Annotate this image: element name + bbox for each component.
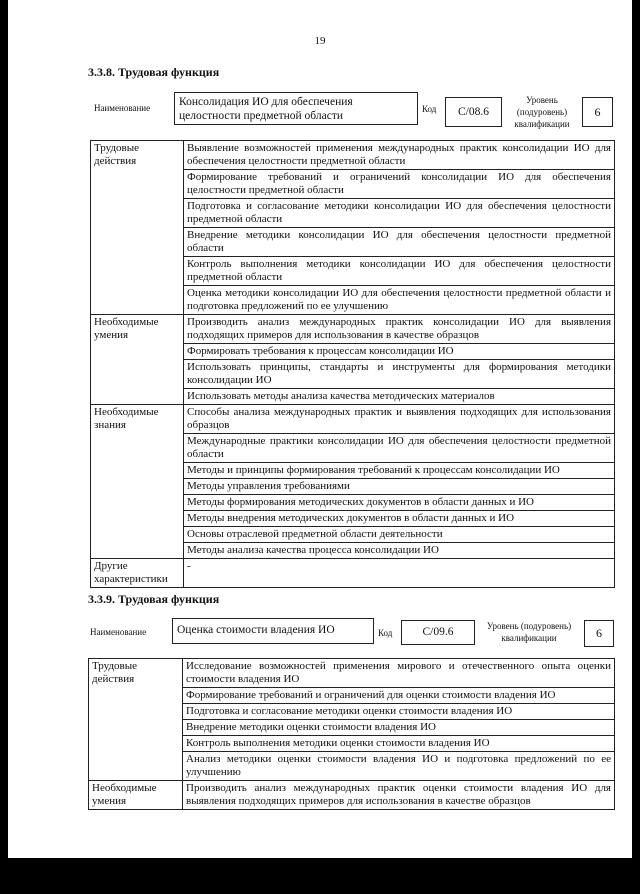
labor-function-table — [88, 658, 615, 810]
item-cell: Формирование требований и ограничений для оценки стоимости владения ИО — [183, 688, 615, 704]
table-row — [91, 315, 615, 344]
code-box — [401, 620, 475, 645]
qualification-level-label: Уровень (подуровень) квалификации — [514, 95, 570, 129]
table-row — [89, 659, 615, 688]
item-cell: Формирование требований и ограничений консолидации ИО для обеспечения целостности предметной области — [184, 170, 615, 199]
item-cell: Исследование возможностей применения мирового и отечественного опыта оценки стоимости владения ИО — [183, 659, 615, 688]
name-label: Наименование — [94, 103, 151, 113]
item-cell: Выявление возможностей применения международных практик консолидации ИО для обеспечения целостности предметной области — [184, 141, 615, 170]
code-value: С/08.6 — [458, 106, 489, 118]
section-heading: 3.3.8. Трудовая функция — [88, 65, 220, 79]
code-value: С/09.6 — [422, 626, 454, 638]
item-cell: Международные практики консолидации ИО для обеспечения целостности предметной области — [184, 434, 615, 463]
item-cell: Внедрение методики консолидации ИО для обеспечения целостности предметной области — [184, 228, 615, 257]
code-box — [445, 97, 502, 127]
table-row — [91, 141, 615, 170]
page-number: 19 — [314, 35, 326, 47]
table-row — [91, 405, 615, 434]
qualification-level-value: 6 — [596, 626, 602, 640]
function-name: Оценка стоимости владения ИО — [177, 624, 335, 636]
table-row — [89, 781, 615, 810]
item-cell: Производить анализ международных практик консолидации ИО для выявления подходящих примеров для использования в качестве образцов — [184, 315, 615, 344]
item-cell: Производить анализ международных практик оценки стоимости владения ИО для выявления подходящих примеров для использования в качестве образцов — [183, 781, 615, 810]
category-cell: Необходимые умения — [91, 315, 184, 405]
name-label: Наименование — [90, 627, 147, 637]
item-cell: Подготовка и согласование методики консолидации ИО для обеспечения целостности предметной области — [184, 199, 615, 228]
category-cell: Необходимые знания — [91, 405, 184, 559]
item-cell: Формировать требования к процессам консолидации ИО — [184, 344, 615, 360]
item-cell: Методы внедрения методических документов в области данных и ИО — [184, 511, 615, 527]
table-row — [91, 559, 615, 588]
function-name-box — [174, 92, 418, 125]
document-page — [8, 0, 632, 858]
item-cell: Внедрение методики оценки стоимости владения ИО — [183, 720, 615, 736]
item-cell: Анализ методики оценки стоимости владения ИО и подготовка предложений по ее улучшению — [183, 752, 615, 781]
item-cell: Методы формирования методических документов в области данных и ИО — [184, 495, 615, 511]
qualification-level-value: 6 — [594, 105, 601, 119]
code-label: Код — [422, 104, 437, 114]
function-name: Консолидация ИО для обеспечения целостности предметной области — [179, 96, 353, 122]
item-cell: Подготовка и согласование методики оценки стоимости владения ИО — [183, 704, 615, 720]
item-cell: Методы анализа качества процесса консолидации ИО — [184, 543, 615, 559]
item-cell: Использовать принципы, стандарты и инструменты для формирования методики консолидации ИО — [184, 360, 615, 389]
item-cell: Методы управления требованиями — [184, 479, 615, 495]
item-cell: Оценка методики консолидации ИО для обеспечения целостности предметной области и подготовка предложений по ее улучшению — [184, 286, 615, 315]
labor-function-table — [90, 140, 615, 588]
qualification-level-box — [582, 97, 613, 127]
item-cell: Контроль выполнения методики консолидации ИО для обеспечения целостности предметной области — [184, 257, 615, 286]
item-cell: Методы и принципы формирования требований к процессам консолидации ИО — [184, 463, 615, 479]
item-cell: - — [184, 559, 615, 588]
category-cell: Трудовые действия — [89, 659, 183, 781]
item-cell: Основы отраслевой предметной области деятельности — [184, 527, 615, 543]
qualification-level-label: Уровень (подуровень) квалификации — [486, 621, 572, 643]
item-cell: Использовать методы анализа качества методических материалов — [184, 389, 615, 405]
item-cell: Контроль выполнения методики оценки стоимости владения ИО — [183, 736, 615, 752]
qualification-level-box — [584, 620, 614, 647]
category-cell: Другие характеристики — [91, 559, 184, 588]
code-label: Код — [378, 628, 393, 638]
section-heading: 3.3.9. Трудовая функция — [88, 592, 220, 606]
category-cell: Трудовые действия — [91, 141, 184, 315]
item-cell: Способы анализа международных практик и выявления подходящих для использования образцов — [184, 405, 615, 434]
category-cell: Необходимые умения — [89, 781, 183, 810]
function-name-box — [172, 618, 374, 644]
